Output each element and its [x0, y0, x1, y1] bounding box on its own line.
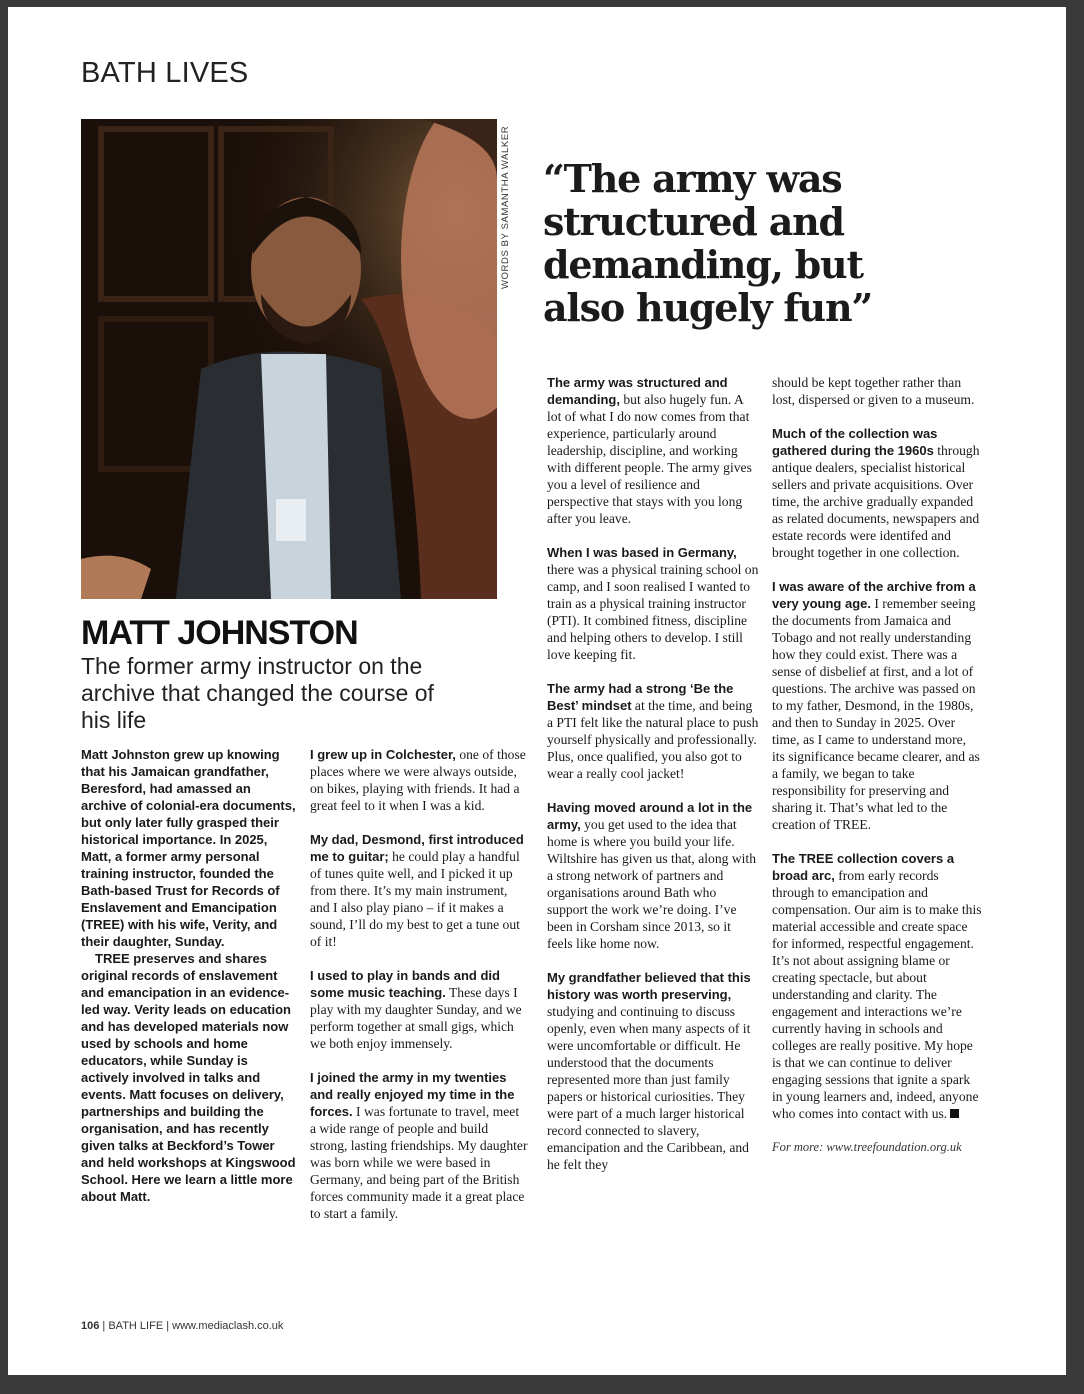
portrait-photo: [81, 119, 497, 599]
body-paragraph: My grandfather believed that this history was worth preserving, studying and continuing to discuss openly, even when many aspects of it were uncomfortable or difficult. He understood that the documents represented more than just family papers or historical curiosities. They were part of a much larger historical record connected to slavery, emancipation and the Caribbean, and he felt they: [547, 970, 751, 1172]
body-paragraph: I was aware of the archive from a very young age. I remember seeing the documents from Jamaica and Tobago and not really understanding how they could exist. There was a sense of disbelief at first, and a lot of questions. The archive was passed on to my father, Desmond, in the 1980s, and then to Sunday in 2025. Over time, as I came to understand more, its significance became clearer, and as a family, we began to take responsibility for preserving and sharing it. That’s what led to the creation of TREE.: [772, 579, 980, 832]
footer-separator: |: [102, 1320, 106, 1332]
intro-paragraph: Matt Johnston grew up knowing that his Jamaican grandfather, Beresford, had amassed an archive of colonial-era documents, but only later fully grasped their historical importance. In 2025, Matt, a former army personal training instructor, founded the Bath-based Trust for Records of Enslavement and Emancipation (TREE) with his wife, Verity, and their daughter, Sunday.: [81, 747, 296, 949]
for-more-link[interactable]: For more: www.treefoundation.org.uk: [772, 1140, 962, 1154]
body-column-2: [310, 746, 528, 1239]
publication-name: BATH LIFE: [108, 1320, 164, 1332]
publisher-website[interactable]: www.mediaclash.co.uk: [172, 1320, 284, 1332]
body-column-3: [547, 374, 759, 1190]
body-paragraph: I used to play in bands and did some music teaching. These days I play with my daughter Sunday, and we perform together at small gigs, which we both enjoy immensely.: [310, 968, 522, 1051]
portrait-illustration: [81, 119, 497, 599]
magazine-page: [8, 7, 1066, 1375]
page-number: 106: [81, 1320, 100, 1332]
body-paragraph: I joined the army in my twenties and really enjoyed my time in the forces. I was fortunate to travel, meet a wide range of people and build strong, lasting friendships. My daughter was born while we were based in Germany, and being part of the British forces community made it a great place to start a family.: [310, 1070, 528, 1221]
pull-quote: “The army was structured and demanding, but also hugely fun”: [543, 156, 873, 330]
body-paragraph: The TREE collection covers a broad arc, from early records through to emancipation and compensation. Our aim is to make this material accessible and create space for informed, respectful engagement. It’s not about assigning blame or creating spectacle, but about understanding and clarity. The engagement and interactions we’re currently having in schools and colleges are really positive. My hope is that we can continue to deliver engaging sessions that ignite a spark in young learners and, indeed, anyone who comes into contact with us.: [772, 851, 982, 1121]
body-paragraph: Much of the collection was gathered during the 1960s through antique dealers, specialist historical sellers and private acquisitions. Over time, the archive gradually expanded as related documents, newspapers and estate records were identifed and brought together in one collection.: [772, 426, 980, 560]
photo-credit: WORDS BY SAMANTHA WALKER: [500, 125, 511, 289]
subject-name: MATT JOHNSTON: [81, 614, 358, 652]
section-label: BATH LIVES: [81, 57, 249, 89]
body-paragraph: When I was based in Germany, there was a physical training school on camp, and I soon realised I wanted to train as a physical training instructor (PTI). It combined fitness, discipline and helping others to develop. I still love keeping fit.: [547, 545, 759, 662]
body-paragraph: The army was structured and demanding, but also hugely fun. A lot of what I do now comes from that experience, particularly around leadership, discipline, and working with different people. The army gives you a level of resilience and perspective that stays with you long after you leave.: [547, 375, 752, 526]
intro-paragraph: TREE preserves and shares original records of enslavement and emancipation in an evidence-led way. Verity leads on education and has developed materials now used by schools and home educators, while Sunday is actively involved in talks and events. Matt focuses on delivery, partnerships and building the organisation, and has recently given talks at Beckford’s Tower and held workshops at Kingswood School. Here we learn a little more about Matt.: [81, 951, 296, 1204]
page-footer: [81, 1320, 283, 1332]
end-mark-icon: [950, 1109, 959, 1118]
body-paragraph: I grew up in Colchester, one of those places where we were always outside, on bikes, playing with friends. It had a great feel to it when I was a kid.: [310, 747, 526, 813]
body-paragraph: The army had a strong ‘Be the Best’ mindset at the time, and being a PTI felt like the natural place to push yourself physically and professionally. Plus, once qualified, you also got to wear a really cool jacket!: [547, 681, 759, 781]
standfirst: The former army instructor on the archive that changed the course of his life: [81, 653, 434, 733]
intro-column: [81, 746, 296, 1205]
body-paragraph: My dad, Desmond, first introduced me to guitar; he could play a handful of tunes quite well, and I picked it up from there. It’s my main instrument, and I also play piano – if it makes a sound, I’ll do my best to get a tune out of it!: [310, 832, 524, 949]
body-paragraph: should be kept together rather than lost, dispersed or given to a museum.: [772, 375, 975, 407]
footer-separator: |: [166, 1320, 170, 1332]
body-paragraph: Having moved around a lot in the army, you get used to the idea that home is where you build your life. Wiltshire has given us that, along with a strong network of partners and organisations around Bath who support the work we’re doing. I’ve been in Corsham since 2013, so it feels like home now.: [547, 800, 756, 951]
body-column-4: [772, 374, 982, 1173]
